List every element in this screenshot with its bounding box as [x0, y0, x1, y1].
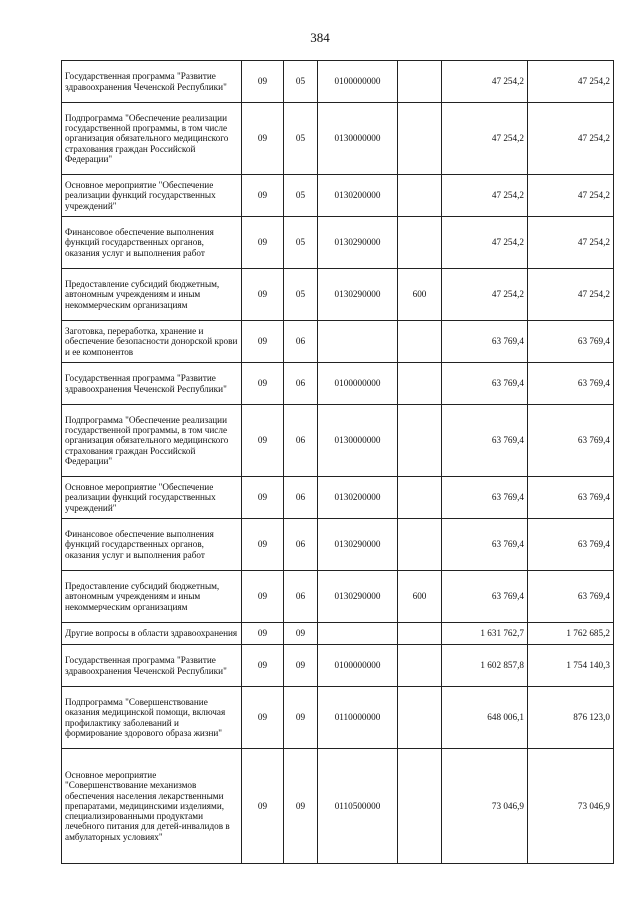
cell-name: Основное мероприятие "Совершенствование механизмов обеспечения населения лекарственными препаратами, медицинскими изделиями, специализированными продуктами лечебного питания для детей-инвалидов в амбулаторных условиях": [62, 749, 242, 864]
cell-amount-year1: 73 046,9: [442, 749, 528, 864]
cell-name: Государственная программа "Развитие здравоохранения Чеченской Республики": [62, 645, 242, 687]
cell-subsection: 06: [284, 363, 318, 405]
cell-amount-year2: 47 254,2: [528, 269, 614, 321]
cell-amount-year1: 47 254,2: [442, 103, 528, 175]
table-row: [62, 749, 614, 864]
cell-name: Государственная программа "Развитие здравоохранения Чеченской Республики": [62, 61, 242, 103]
cell-subsection: 09: [284, 749, 318, 864]
cell-target-article: [318, 623, 398, 645]
cell-amount-year2: 47 254,2: [528, 103, 614, 175]
cell-name: Государственная программа "Развитие здравоохранения Чеченской Республики": [62, 363, 242, 405]
cell-expense-type: [398, 103, 442, 175]
cell-expense-type: [398, 623, 442, 645]
cell-expense-type: [398, 645, 442, 687]
cell-amount-year1: 47 254,2: [442, 217, 528, 269]
cell-amount-year1: 47 254,2: [442, 269, 528, 321]
table-row: [62, 269, 614, 321]
budget-table-body: [62, 61, 614, 864]
cell-section: 09: [242, 321, 284, 363]
cell-subsection: 06: [284, 405, 318, 477]
table-row: [62, 645, 614, 687]
cell-amount-year1: 63 769,4: [442, 363, 528, 405]
cell-amount-year1: 1 602 857,8: [442, 645, 528, 687]
cell-name: Основное мероприятие "Обеспечение реализации функций государственных учреждений": [62, 175, 242, 217]
cell-section: 09: [242, 175, 284, 217]
cell-amount-year1: 63 769,4: [442, 571, 528, 623]
cell-expense-type: [398, 477, 442, 519]
table-row: [62, 477, 614, 519]
cell-target-article: 0130290000: [318, 217, 398, 269]
cell-name: Подпрограмма "Обеспечение реализации государственной программы, в том числе организация обязательного медицинского страхования граждан Российской Федерации": [62, 405, 242, 477]
cell-section: 09: [242, 749, 284, 864]
cell-amount-year1: 63 769,4: [442, 519, 528, 571]
cell-amount-year2: 876 123,0: [528, 687, 614, 749]
cell-name: Заготовка, переработка, хранение и обеспечение безопасности донорской крови и ее компонентов: [62, 321, 242, 363]
cell-section: 09: [242, 571, 284, 623]
cell-expense-type: [398, 175, 442, 217]
cell-name: Основное мероприятие "Обеспечение реализации функций государственных учреждений": [62, 477, 242, 519]
cell-section: 09: [242, 103, 284, 175]
cell-amount-year2: 63 769,4: [528, 571, 614, 623]
cell-expense-type: [398, 405, 442, 477]
cell-amount-year1: 47 254,2: [442, 175, 528, 217]
cell-target-article: 0110500000: [318, 749, 398, 864]
cell-name: Предоставление субсидий бюджетным, автономным учреждениям и иным некоммерческим организациям: [62, 269, 242, 321]
cell-amount-year2: 73 046,9: [528, 749, 614, 864]
cell-expense-type: [398, 363, 442, 405]
cell-target-article: 0100000000: [318, 61, 398, 103]
table-row: [62, 217, 614, 269]
page-number: 384: [310, 30, 330, 45]
cell-expense-type: [398, 687, 442, 749]
budget-table: [61, 60, 614, 864]
cell-subsection: 05: [284, 103, 318, 175]
cell-name: Другие вопросы в области здравоохранения: [62, 623, 242, 645]
table-row: [62, 405, 614, 477]
cell-amount-year2: 47 254,2: [528, 217, 614, 269]
cell-section: 09: [242, 645, 284, 687]
cell-subsection: 09: [284, 687, 318, 749]
table-row: [62, 623, 614, 645]
cell-amount-year1: 63 769,4: [442, 477, 528, 519]
table-row: [62, 687, 614, 749]
cell-target-article: [318, 321, 398, 363]
cell-target-article: 0130290000: [318, 269, 398, 321]
cell-amount-year2: 47 254,2: [528, 175, 614, 217]
cell-section: 09: [242, 269, 284, 321]
cell-amount-year1: 1 631 762,7: [442, 623, 528, 645]
cell-section: 09: [242, 687, 284, 749]
table-row: [62, 519, 614, 571]
cell-amount-year2: 63 769,4: [528, 477, 614, 519]
cell-section: 09: [242, 405, 284, 477]
cell-amount-year2: 47 254,2: [528, 61, 614, 103]
cell-amount-year2: 63 769,4: [528, 321, 614, 363]
cell-section: 09: [242, 61, 284, 103]
cell-subsection: 06: [284, 571, 318, 623]
cell-name: Финансовое обеспечение выполнения функций государственных органов, оказания услуг и выполнения работ: [62, 217, 242, 269]
table-row: [62, 103, 614, 175]
cell-section: 09: [242, 519, 284, 571]
cell-amount-year2: 63 769,4: [528, 519, 614, 571]
cell-subsection: 06: [284, 519, 318, 571]
cell-section: 09: [242, 363, 284, 405]
cell-expense-type: 600: [398, 269, 442, 321]
cell-expense-type: [398, 217, 442, 269]
cell-name: Подпрограмма "Совершенствование оказания медицинской помощи, включая профилактику заболеваний и формирование здорового образа жизни": [62, 687, 242, 749]
cell-amount-year2: 1 762 685,2: [528, 623, 614, 645]
cell-name: Финансовое обеспечение выполнения функций государственных органов, оказания услуг и выполнения работ: [62, 519, 242, 571]
cell-subsection: 09: [284, 623, 318, 645]
cell-target-article: 0100000000: [318, 363, 398, 405]
cell-expense-type: [398, 749, 442, 864]
cell-amount-year1: 63 769,4: [442, 321, 528, 363]
cell-amount-year1: 648 006,1: [442, 687, 528, 749]
cell-expense-type: 600: [398, 571, 442, 623]
cell-section: 09: [242, 477, 284, 519]
cell-name: Подпрограмма "Обеспечение реализации государственной программы, в том числе организация обязательного медицинского страхования граждан Российской Федерации": [62, 103, 242, 175]
cell-target-article: 0110000000: [318, 687, 398, 749]
cell-target-article: 0100000000: [318, 645, 398, 687]
table-row: [62, 175, 614, 217]
cell-amount-year2: 63 769,4: [528, 405, 614, 477]
cell-expense-type: [398, 321, 442, 363]
cell-target-article: 0130290000: [318, 519, 398, 571]
cell-target-article: 0130200000: [318, 477, 398, 519]
cell-section: 09: [242, 217, 284, 269]
cell-amount-year2: 1 754 140,3: [528, 645, 614, 687]
cell-amount-year2: 63 769,4: [528, 363, 614, 405]
cell-amount-year1: 47 254,2: [442, 61, 528, 103]
cell-target-article: 0130290000: [318, 571, 398, 623]
cell-subsection: 05: [284, 175, 318, 217]
table-row: [62, 571, 614, 623]
cell-subsection: 06: [284, 477, 318, 519]
cell-subsection: 05: [284, 269, 318, 321]
cell-expense-type: [398, 61, 442, 103]
cell-target-article: 0130200000: [318, 175, 398, 217]
cell-target-article: 0130000000: [318, 405, 398, 477]
cell-amount-year1: 63 769,4: [442, 405, 528, 477]
cell-section: 09: [242, 623, 284, 645]
cell-expense-type: [398, 519, 442, 571]
table-row: [62, 363, 614, 405]
cell-subsection: 05: [284, 217, 318, 269]
table-row: [62, 61, 614, 103]
cell-subsection: 06: [284, 321, 318, 363]
cell-subsection: 09: [284, 645, 318, 687]
cell-name: Предоставление субсидий бюджетным, автономным учреждениям и иным некоммерческим организациям: [62, 571, 242, 623]
cell-target-article: 0130000000: [318, 103, 398, 175]
table-row: [62, 321, 614, 363]
cell-subsection: 05: [284, 61, 318, 103]
